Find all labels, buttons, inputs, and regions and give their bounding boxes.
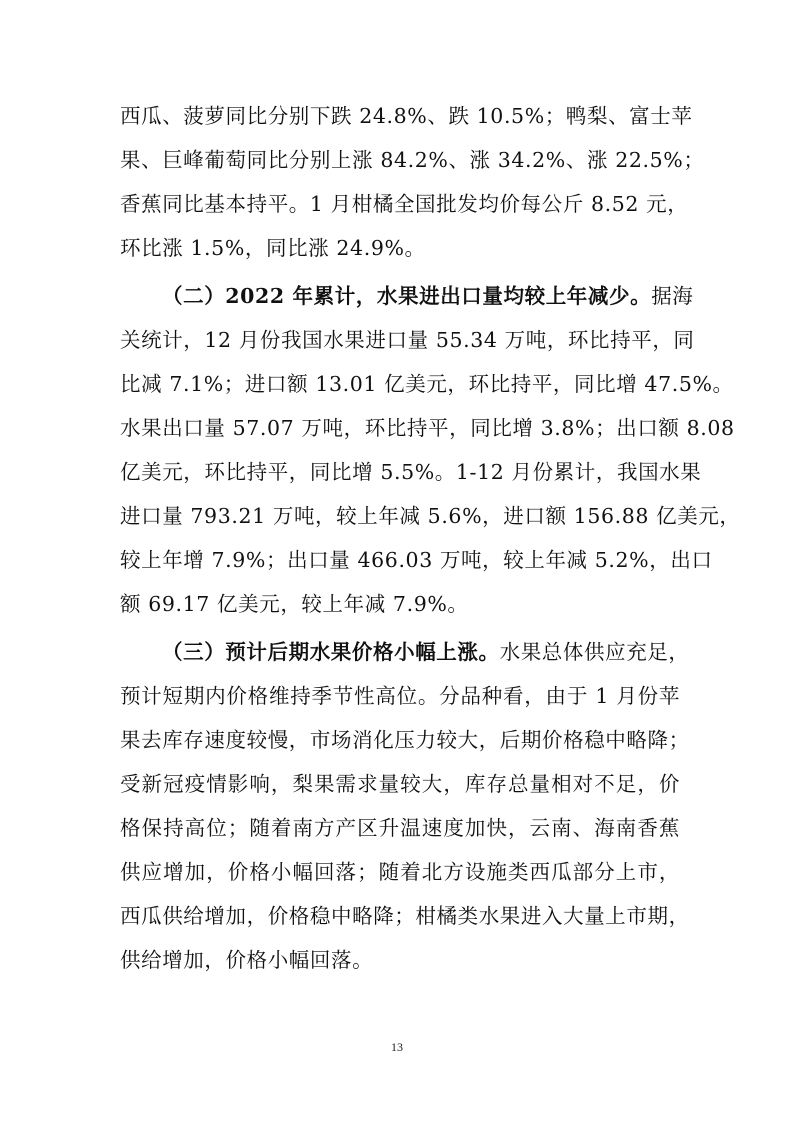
paragraph-3-lead-text: 水果总体供应充足， — [499, 640, 690, 664]
paragraph-3-line: 供给增加，价格小幅回落。 — [120, 948, 374, 972]
paragraph-3-line: 受新冠疫情影响，梨果需求量较大，库存总量相对不足，价 — [120, 772, 680, 796]
paragraph-3-line: 果去库存速度较慢，市场消化压力较大，后期价格稳中略降； — [120, 728, 690, 752]
paragraph-1-line: 西瓜、菠萝同比分别下跌 24.8%、跌 10.5%；鸭梨、富士苹 — [120, 104, 693, 128]
paragraph-3-line: 格保持高位；随着南方产区升温速度加快，云南、海南香蕉 — [120, 816, 680, 840]
paragraph-2-line: 比减 7.1%；进口额 13.01 亿美元，环比持平，同比增 47.5%。 — [120, 372, 734, 396]
paragraph-3-line: 西瓜供给增加，价格稳中略降；柑橘类水果进入大量上市期， — [120, 904, 690, 928]
paragraph-2-line: 额 69.17 亿美元，较上年减 7.9%。 — [120, 592, 469, 616]
paragraph-2-line: 较上年增 7.9%；出口量 466.03 万吨，较上年减 5.2%，出口 — [120, 548, 713, 572]
paragraph-3-line: 预计短期内价格维持季节性高位。分品种看，由于 1 月份苹 — [120, 684, 680, 708]
paragraph-1-line: 果、巨峰葡萄同比分别上涨 84.2%、涨 34.2%、涨 22.5%； — [120, 148, 705, 172]
paragraph-2-lead-text: 据海 — [651, 284, 694, 308]
section-heading-3: （三）预计后期水果价格小幅上涨。 — [162, 640, 500, 664]
paragraph-1-line: 环比涨 1.5%，同比涨 24.9%。 — [120, 236, 426, 260]
paragraph-2-first-line — [162, 281, 694, 311]
paragraph-3-line: 供应增加，价格小幅回落；随着北方设施类西瓜部分上市， — [120, 860, 680, 884]
paragraph-2-line: 关统计，12 月份我国水果进口量 55.34 万吨，环比持平，同 — [120, 328, 695, 352]
page-number: 13 — [391, 1040, 403, 1054]
paragraph-2-line: 亿美元，环比持平，同比增 5.5%。1-12 月份累计，我国水果 — [120, 460, 702, 484]
section-heading-2: （二）2022 年累计，水果进出口量均较上年减少。 — [162, 284, 652, 308]
paragraph-1-line: 香蕉同比基本持平。1 月柑橘全国批发均价每公斤 8.52 元， — [120, 192, 689, 216]
paragraph-2-line: 水果出口量 57.07 万吨，环比持平，同比增 3.8%；出口额 8.08 — [120, 416, 735, 440]
paragraph-2-line: 进口量 793.21 万吨，较上年减 5.6%，进口额 156.88 亿美元， — [120, 504, 741, 528]
paragraph-3-first-line — [162, 637, 690, 667]
